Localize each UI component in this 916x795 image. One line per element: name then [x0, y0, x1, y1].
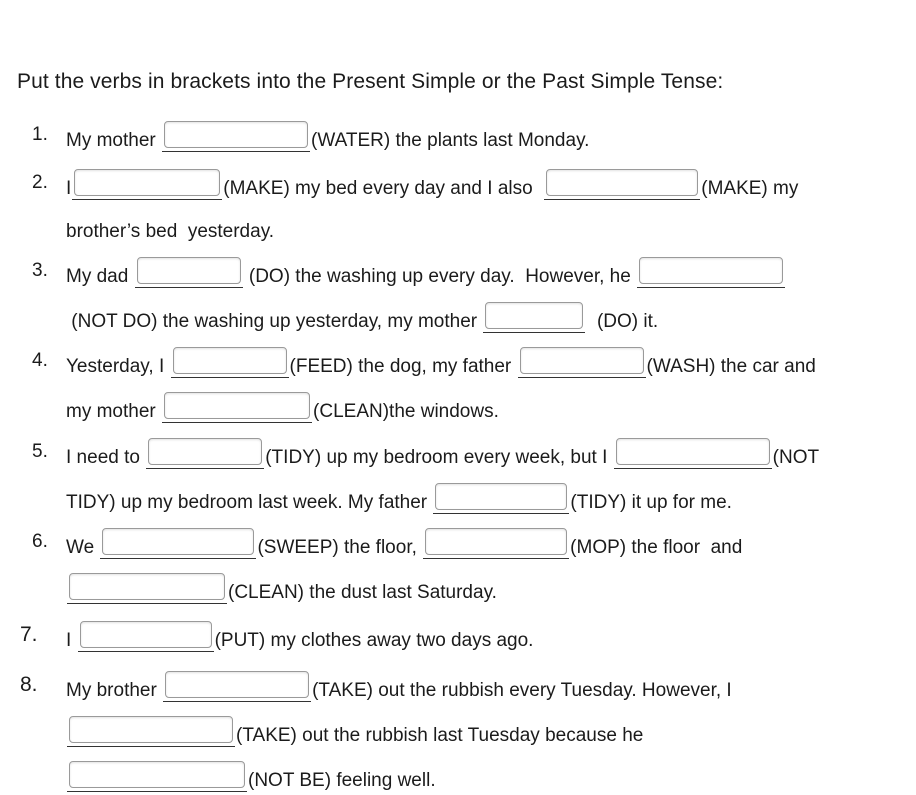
answer-blank-9 [162, 400, 312, 423]
sentence-text: TIDY) up my bedroom last week. My father [66, 492, 433, 513]
answer-blank-6 [483, 310, 585, 333]
sentence-text: (NOT [772, 447, 820, 468]
sentence-text: (WATER) the plants last Monday. [311, 130, 590, 151]
answer-input-5[interactable] [639, 257, 783, 284]
sentence-text: (FEED) the dog, my father [289, 356, 517, 377]
exercise-line-2 [66, 170, 798, 200]
item-number-7: 7. [20, 623, 38, 646]
answer-input-2[interactable] [74, 169, 220, 196]
sentence-text: Yesterday, I [66, 356, 170, 377]
answer-blank-7 [171, 355, 289, 378]
answer-input-13[interactable] [102, 528, 254, 555]
exercise-line-3-cont [66, 303, 658, 333]
sentence-text: (DO) it. [586, 311, 659, 332]
answer-input-4[interactable] [137, 257, 241, 284]
sentence-text: My dad [66, 266, 134, 287]
answer-blank-13 [100, 536, 256, 559]
answer-blank-14 [423, 536, 569, 559]
exercise-line-4 [66, 348, 816, 378]
item-number-6: 6. [32, 531, 48, 552]
answer-blank-18 [67, 724, 235, 747]
answer-blank-2 [72, 177, 222, 200]
exercise-line-6-cont [66, 574, 497, 604]
sentence-text: (NOT DO) the washing up yesterday, my mother [66, 311, 483, 332]
answer-input-11[interactable] [616, 438, 770, 465]
answer-input-15[interactable] [69, 573, 225, 600]
item-number-3: 3. [32, 260, 48, 281]
answer-input-19[interactable] [69, 761, 245, 788]
sentence-text: I [66, 178, 72, 199]
answer-input-8[interactable] [520, 347, 644, 374]
answer-input-7[interactable] [173, 347, 287, 374]
exercise-line-8-cont2 [66, 762, 436, 792]
sentence-text: (TAKE) out the rubbish last Tuesday because he [236, 725, 644, 746]
answer-blank-4 [135, 265, 243, 288]
item-number-8: 8. [20, 673, 38, 696]
sentence-text: (TIDY) it up for me. [570, 492, 732, 513]
answer-input-14[interactable] [425, 528, 567, 555]
sentence-text: (MAKE) my bed every day and I also [223, 178, 544, 199]
sentence-text: (NOT BE) feeling well. [248, 770, 436, 791]
sentence-text: We [66, 537, 100, 558]
sentence-text: (PUT) my clothes away two days ago. [214, 630, 534, 651]
answer-input-12[interactable] [435, 483, 567, 510]
item-number-4: 4. [32, 350, 48, 371]
sentence-text: My brother [66, 680, 163, 701]
exercise-line-4-cont [66, 393, 499, 423]
answer-blank-17 [163, 679, 311, 702]
sentence-text: (WASH) the car and [646, 356, 816, 377]
answer-input-18[interactable] [69, 716, 233, 743]
sentence-text: I [66, 630, 77, 651]
sentence-text: brother’s bed yesterday. [66, 221, 275, 242]
answer-blank-16 [78, 629, 214, 652]
answer-blank-12 [433, 491, 569, 514]
item-number-2: 2. [32, 172, 48, 193]
sentence-text: (DO) the washing up every day. However, he [243, 266, 637, 287]
answer-input-9[interactable] [164, 392, 310, 419]
exercise-line-1 [66, 122, 589, 152]
sentence-text: (TAKE) out the rubbish every Tuesday. However, I [312, 680, 732, 701]
exercise-line-5 [66, 439, 819, 469]
answer-input-1[interactable] [164, 121, 308, 148]
answer-blank-3 [544, 177, 700, 200]
exercise-line-8 [66, 672, 732, 702]
answer-blank-19 [67, 769, 247, 792]
sentence-text: (CLEAN)the windows. [313, 401, 499, 422]
sentence-text: (TIDY) up my bedroom every week, but I [265, 447, 613, 468]
exercise-line-3 [66, 258, 786, 288]
answer-blank-11 [614, 446, 772, 469]
answer-blank-5 [637, 265, 785, 288]
sentence-text: (MAKE) my [701, 178, 799, 199]
answer-input-6[interactable] [485, 302, 583, 329]
answer-blank-15 [67, 581, 227, 604]
sentence-text: (MOP) the floor and [570, 537, 743, 558]
answer-input-16[interactable] [80, 621, 212, 648]
answer-blank-1 [162, 129, 310, 152]
sentence-text: my mother [66, 401, 162, 422]
exercise-line-8-cont [66, 717, 643, 747]
item-number-5: 5. [32, 441, 48, 462]
answer-input-3[interactable] [546, 169, 698, 196]
answer-input-10[interactable] [148, 438, 262, 465]
instruction-title: Put the verbs in brackets into the Present Simple or the Past Simple Tense: [17, 70, 724, 93]
answer-input-17[interactable] [165, 671, 309, 698]
sentence-text: (SWEEP) the floor, [257, 537, 423, 558]
item-number-1: 1. [32, 124, 48, 145]
answer-blank-10 [146, 446, 264, 469]
exercise-line-7 [66, 622, 533, 652]
exercise-line-6 [66, 529, 742, 559]
exercise-line-2-cont [66, 213, 274, 243]
sentence-text: My mother [66, 130, 162, 151]
answer-blank-8 [518, 355, 646, 378]
sentence-text: I need to [66, 447, 146, 468]
exercise-line-5-cont [66, 484, 732, 514]
sentence-text: (CLEAN) the dust last Saturday. [228, 582, 497, 603]
